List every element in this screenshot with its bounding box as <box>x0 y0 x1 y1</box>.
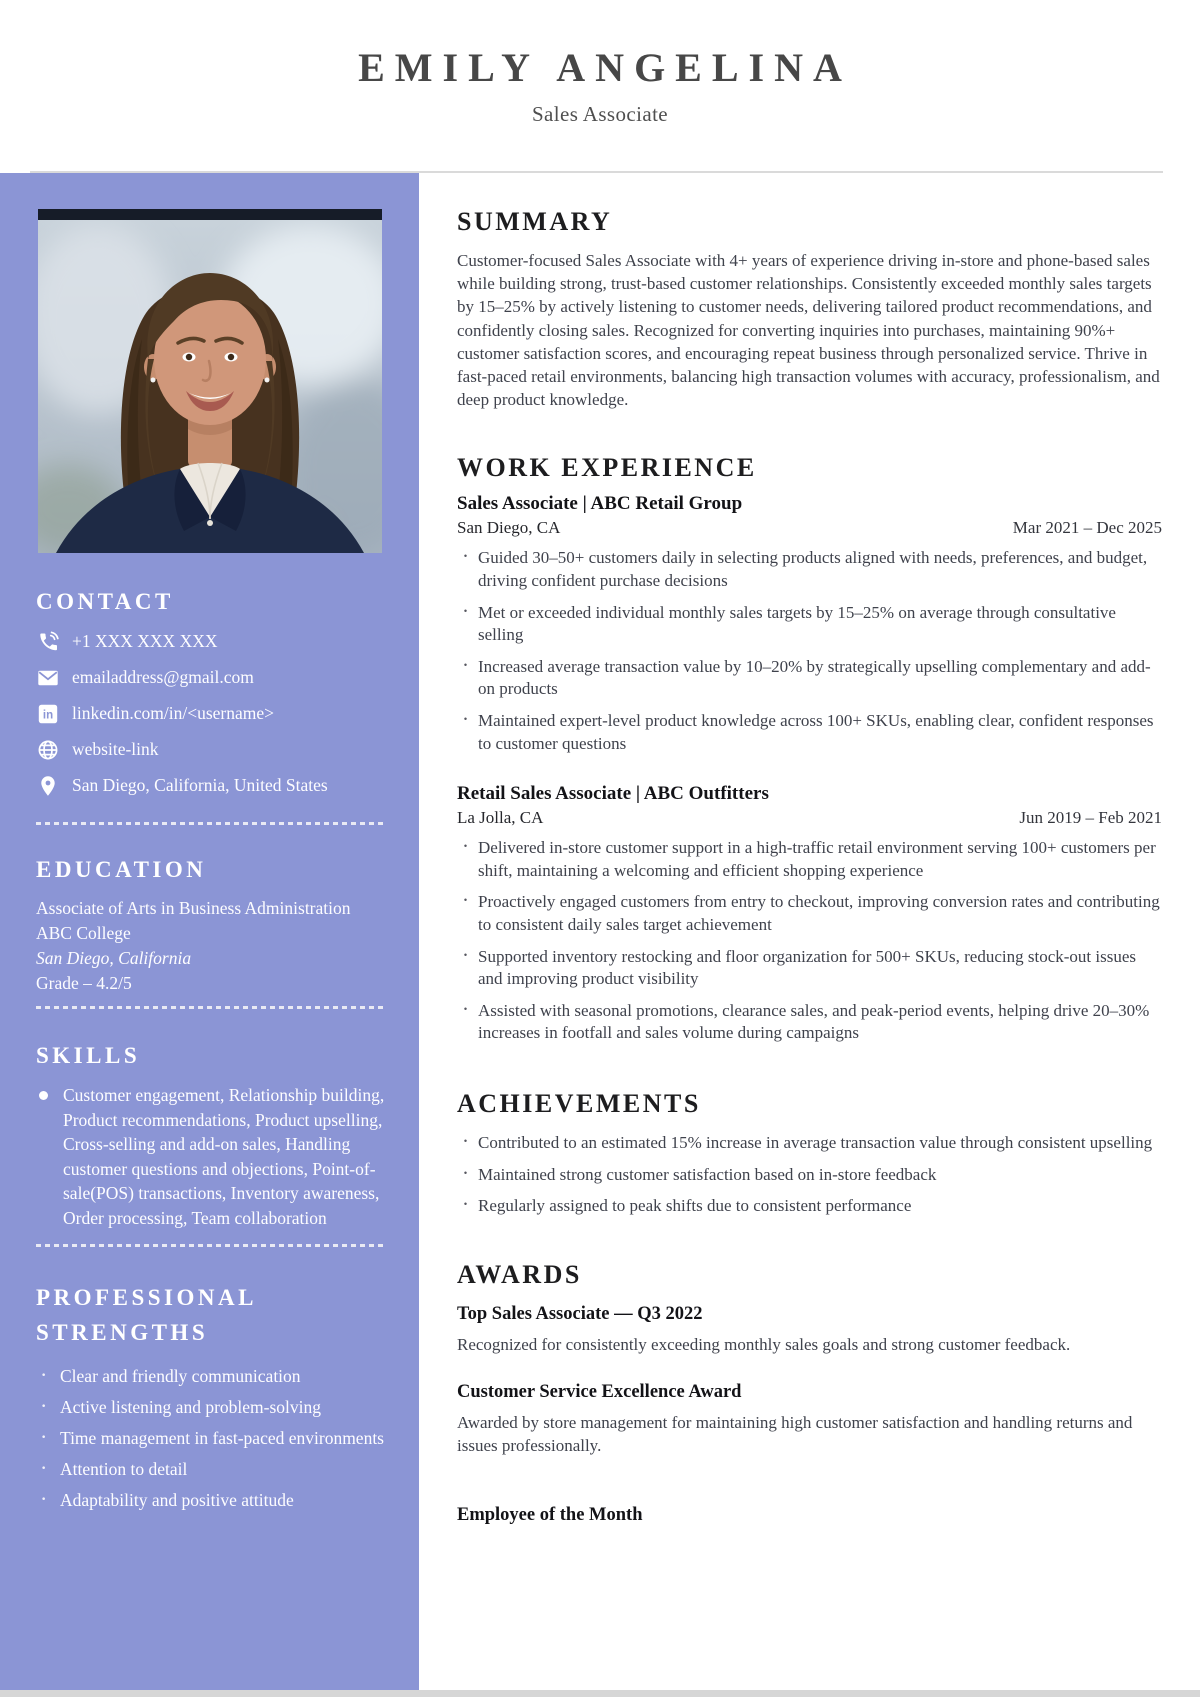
portrait-illustration <box>38 209 382 553</box>
award-description: Awarded by store management for maintaining high customer satisfaction and handling returns and issues professionally. <box>457 1412 1133 1455</box>
skills-list <box>36 1083 385 1230</box>
header-divider <box>30 171 1163 173</box>
sidebar-divider <box>36 1244 385 1247</box>
job-dates: Jun 2019 – Feb 2021 <box>1019 808 1162 828</box>
strength-item: · Attention to detail <box>36 1457 385 1481</box>
bullet-item: · Regularly assigned to peak shifts due to consistent performance <box>457 1195 1162 1218</box>
person-name: EMILY ANGELINA <box>358 45 852 90</box>
contact-email: emailaddress@gmail.com <box>72 667 254 687</box>
award-entry <box>457 1505 1162 1526</box>
bullet-item: · Delivered in-store customer support in a high-traffic retail environment serving 100+ customers per shift, maintaining a welcoming and efficient shopping experience <box>457 837 1162 882</box>
bullet-item: · Increased average transaction value by 10–20% by strategically upselling complementary and add-on products <box>457 656 1162 701</box>
strengths-heading: PROFESSIONAL STRENGTHS <box>36 1285 256 1345</box>
globe-icon <box>36 738 60 762</box>
bullet-item: · Maintained strong customer satisfaction based on in-store feedback <box>457 1164 1162 1187</box>
bullet-item: · Guided 30–50+ customers daily in selecting products aligned with needs, preferences, and budget, driving confident purchase decisions <box>457 547 1162 592</box>
strength-item: · Adaptability and positive attitude <box>36 1488 385 1512</box>
contact-list <box>36 629 385 798</box>
sidebar <box>0 173 419 1690</box>
bullet-item: · Proactively engaged customers from entry to checkout, improving conversion rates and contributing to consistent daily sales target achievement <box>457 891 1162 936</box>
contact-item-phone <box>36 629 385 654</box>
job-entry <box>457 783 1162 1045</box>
resume-header <box>0 0 1200 127</box>
location-icon <box>36 774 60 798</box>
job-location: San Diego, CA <box>457 518 561 538</box>
contact-item-website <box>36 737 385 762</box>
sidebar-divider <box>36 1006 385 1009</box>
education-heading: EDUCATION <box>36 857 207 882</box>
job-location: La Jolla, CA <box>457 808 544 828</box>
work-experience-heading: WORK EXPERIENCE <box>457 453 757 483</box>
profile-photo <box>38 209 382 553</box>
award-description: Recognized for consistently exceeding monthly sales goals and strong customer feedback. <box>457 1334 1071 1354</box>
bullet-item: · Assisted with seasonal promotions, clearance sales, and peak-period events, helping drive 20–30% increases in footfall and sales volume during campaigns <box>457 1000 1162 1045</box>
person-title: Sales Associate <box>531 102 669 126</box>
contact-item-email <box>36 665 385 690</box>
sidebar-content <box>0 589 419 1512</box>
skills-item: Customer engagement, Relationship building, Product recommendations, Product upselling, Cross-selling and add-on sales, Handling customer questions and objections, Point-of-sale(POS) transactions, Inventory awareness, Order processing, Team collaboration <box>36 1083 385 1230</box>
strength-item: · Time management in fast-paced environments <box>36 1426 385 1450</box>
award-entry <box>457 1382 1162 1457</box>
svg-text:in: in <box>42 709 54 722</box>
award-title: Employee of the Month <box>457 1504 643 1525</box>
award-title: Top Sales Associate — Q3 2022 <box>457 1303 703 1324</box>
job-meta <box>457 518 1162 538</box>
skills-heading: SKILLS <box>36 1043 141 1068</box>
contact-item-location <box>36 773 385 798</box>
education-school: ABC College <box>36 923 131 943</box>
job-meta <box>457 808 1162 828</box>
job-dates: Mar 2021 – Dec 2025 <box>1012 518 1162 538</box>
bullet-item: · Supported inventory restocking and floor organization for 500+ SKUs, reducing stock-out issues and improving product visibility <box>457 946 1162 991</box>
award-title: Customer Service Excellence Award <box>457 1381 742 1402</box>
phone-icon <box>36 630 60 654</box>
contact-linkedin: linkedin.com/in/<username> <box>72 703 274 723</box>
page-bottom-strip <box>0 1690 1200 1697</box>
education-grade: Grade – 4.2/5 <box>36 973 132 993</box>
contact-heading: CONTACT <box>36 589 174 614</box>
bullet-item: · Maintained expert-level product knowledge across 100+ SKUs, enabling clear, confident responses to customer questions <box>457 710 1162 755</box>
sidebar-divider <box>36 822 385 825</box>
contact-website: website-link <box>72 739 159 759</box>
summary-text: Customer-focused Sales Associate with 4+ years of experience driving in-store and phone-based sales while building strong, trust-based customer relationships. Consistently exceeded monthly sales targets by 15–25% by actively listening to customer needs, delivering tailored product recommendations, and confidently closing sales. Recognized for converting inquiries into purchases, maintaining 90%+ customer satisfaction scores, and encouraging repeat business through personalized service. Thrive in fast-paced retail environments, balancing high transaction volumes with accuracy, professionalism, and deep product knowledge. <box>457 251 1160 410</box>
job-bullets <box>457 547 1162 755</box>
strength-item: · Clear and friendly communication <box>36 1364 385 1388</box>
linkedin-icon <box>36 702 60 726</box>
contact-location: San Diego, California, United States <box>72 775 328 795</box>
achievements-list <box>457 1132 1162 1218</box>
contact-phone: +1 XXX XXX XXX <box>72 631 218 651</box>
summary-heading: SUMMARY <box>457 207 613 236</box>
education-location: San Diego, California <box>36 948 192 968</box>
main-column <box>419 173 1200 1526</box>
achievements-heading: ACHIEVEMENTS <box>457 1088 701 1118</box>
job-title: Sales Associate | ABC Retail Group <box>457 493 743 515</box>
education-degree: Associate of Arts in Business Administration <box>36 898 351 918</box>
job-bullets <box>457 837 1162 1045</box>
awards-heading: AWARDS <box>457 1259 582 1289</box>
bullet-item: · Contributed to an estimated 15% increase in average transaction value through consistent upselling <box>457 1132 1162 1155</box>
contact-item-linkedin <box>36 701 385 726</box>
job-title: Retail Sales Associate | ABC Outfitters <box>457 783 769 805</box>
award-entry <box>457 1304 1162 1356</box>
email-icon <box>36 666 60 690</box>
bullet-item: · Met or exceeded individual monthly sales targets by 15–25% on average through consultative selling <box>457 602 1162 647</box>
strengths-list <box>36 1364 385 1512</box>
strength-item: · Active listening and problem-solving <box>36 1395 385 1419</box>
job-entry <box>457 493 1162 755</box>
